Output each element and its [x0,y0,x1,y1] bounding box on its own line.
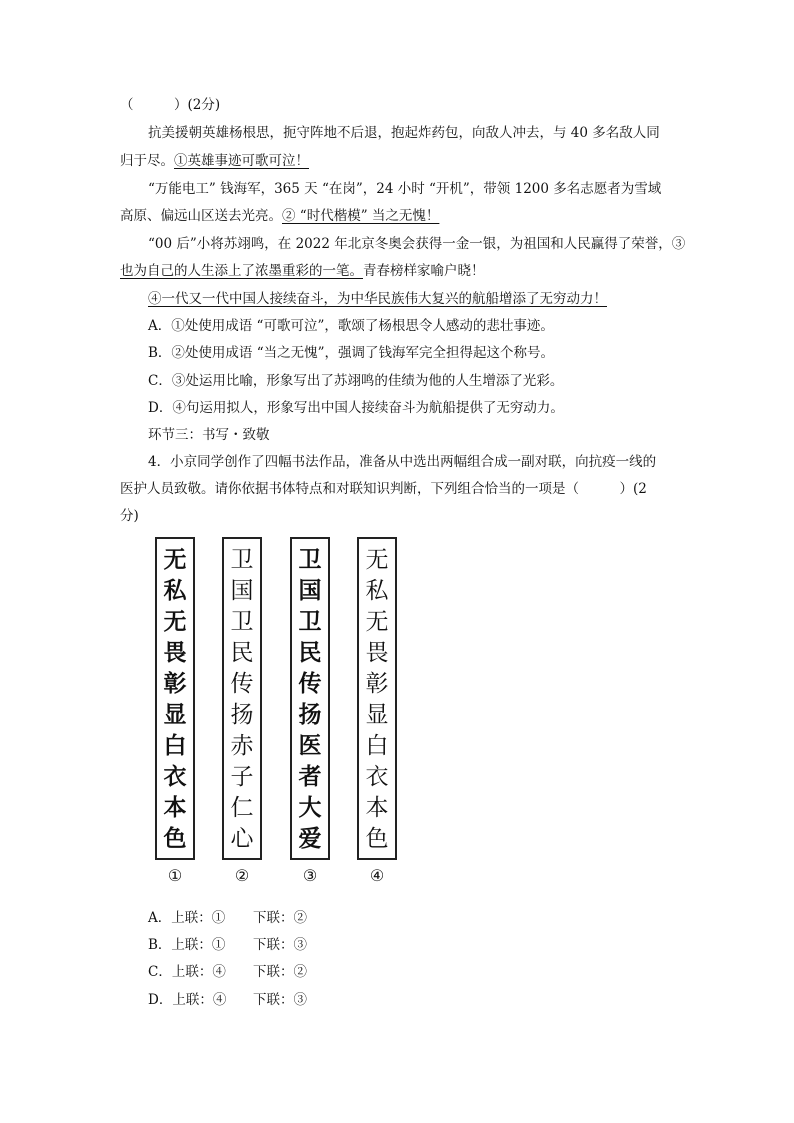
q4-option-c [148,963,307,981]
scroll-char: 私 [365,578,389,604]
underlined-sentence-1: ①英雄事迹可歌可泣！ [174,153,309,169]
paragraph-2-text: 高原、偏远山区送去光亮。 [120,208,282,224]
scroll-char: 卫 [230,547,254,573]
paragraph-3-line-1 [148,235,708,253]
q4-option-a-second: 下联：② [253,910,307,926]
q4-option-b-first: B．上联：① [148,937,226,953]
q4-option-a [148,909,307,927]
scroll-char: 白 [365,733,389,759]
scroll-char: 卫 [298,547,322,573]
paragraph-1-line-2 [120,152,680,170]
scroll-char: 爱 [298,826,322,852]
question4-stem-line-2: 医护人员致敬。请你依据书体特点和对联知识判断，下列组合恰当的一项是（ ）(2 [120,481,647,497]
scroll-char: 子 [230,764,254,790]
scroll-char: 彰 [163,671,187,697]
scroll-char: 衣 [365,764,389,790]
scroll-char: 者 [298,764,322,790]
scroll-char: 医 [298,733,322,759]
scroll-char: 扬 [298,702,322,728]
scroll-char: 国 [298,578,322,604]
paragraph-1-text: 归于尽。 [120,153,174,169]
q4-option-b [148,936,307,954]
option-d: D．④句运用拟人，形象写出中国人接续奋斗为航船提供了无穷动力。 [148,400,564,416]
question3-stem: （ ）(2分) [120,97,221,113]
marker-3: ③ [671,236,686,252]
scroll-char: 心 [230,826,254,852]
calligraphy-scroll-3 [290,537,330,860]
scroll-char: 传 [298,671,322,697]
scroll-char: 大 [298,795,322,821]
scroll-char: 仁 [230,795,254,821]
scroll-char: 畏 [163,640,187,666]
scroll-char: 卫 [230,609,254,635]
scroll-char: 无 [163,547,187,573]
scroll-number-2: ② [234,866,250,885]
scroll-char: 色 [365,826,389,852]
q4-option-b-second: 下联：③ [253,937,307,953]
paragraph-3-tail: 青春榜样家喻户晓！ [363,263,485,279]
scroll-char: 彰 [365,671,389,697]
paragraph-2-line-1: “万能电工” 钱海军，365 天 “在岗”，24 小时 “开机”，带领 1200 多名志愿者为雪域 [148,181,662,197]
paragraph-3-line-2 [120,262,680,280]
scroll-char: 畏 [365,640,389,666]
underlined-sentence-2: ② “时代楷模” 当之无愧！ [282,208,440,224]
q4-option-d-first: D．上联：④ [148,992,227,1008]
scroll-char: 赤 [230,733,254,759]
paragraph-2-line-2 [120,207,680,225]
question4-stem-line-3: 分) [120,508,139,524]
scroll-char: 本 [365,795,389,821]
option-c: C．③处运用比喻，形象写出了苏翊鸣的佳绩为他的人生增添了光彩。 [148,373,564,389]
scroll-char: 国 [230,578,254,604]
calligraphy-scroll-1 [155,537,195,860]
option-b: B．②处使用成语 “当之无愧”，强调了钱海军完全担得起这个称号。 [148,345,555,361]
scroll-char: 民 [230,640,254,666]
scroll-char: 显 [365,702,389,728]
scroll-char: 显 [163,702,187,728]
section-title: 环节三：书写・致敬 [148,427,270,443]
option-a: A．①处使用成语 “可歌可泣”，歌颂了杨根思令人感动的悲壮事迹。 [148,318,554,334]
underlined-sentence-4: ④一代又一代中国人接续奋斗，为中华民族伟大复兴的航船增添了无穷动力！ [148,291,607,307]
calligraphy-scroll-2 [222,537,262,860]
paragraph-3-text: “00 后”小将苏翊鸣，在 2022 年北京冬奥会获得一金一银，为祖国和人民赢得了荣誉， [148,236,672,252]
scroll-char: 无 [365,609,389,635]
scroll-char: 无 [163,609,187,635]
q4-option-d-second: 下联：③ [253,992,307,1008]
scroll-char: 色 [163,826,187,852]
question4-stem-line-1: 4．小京同学创作了四幅书法作品，准备从中选出两幅组合成一副对联，向抗疫一线的 [148,454,657,470]
scroll-char: 衣 [163,764,187,790]
scroll-char: 传 [230,671,254,697]
scroll-char: 无 [365,547,389,573]
scroll-char: 民 [298,640,322,666]
q4-option-c-first: C．上联：④ [148,964,226,980]
q4-option-c-second: 下联：② [253,964,307,980]
scroll-char: 卫 [298,609,322,635]
paragraph-1-line-1: 抗美援朝英雄杨根思，扼守阵地不后退，抱起炸药包，向敌人冲去，与 40 多名敌人同 [148,125,660,141]
q4-option-d [148,991,307,1009]
scroll-char: 私 [163,578,187,604]
underlined-sentence-3: 也为自己的人生添上了浓墨重彩的一笔。 [120,263,363,279]
q4-option-a-first: A．上联：① [148,910,226,926]
scroll-char: 本 [163,795,187,821]
scroll-char: 白 [163,733,187,759]
scroll-number-4: ④ [369,866,385,885]
scroll-number-3: ③ [302,866,318,885]
calligraphy-scroll-4 [357,537,397,860]
scroll-char: 扬 [230,702,254,728]
scroll-number-1: ① [167,866,183,885]
